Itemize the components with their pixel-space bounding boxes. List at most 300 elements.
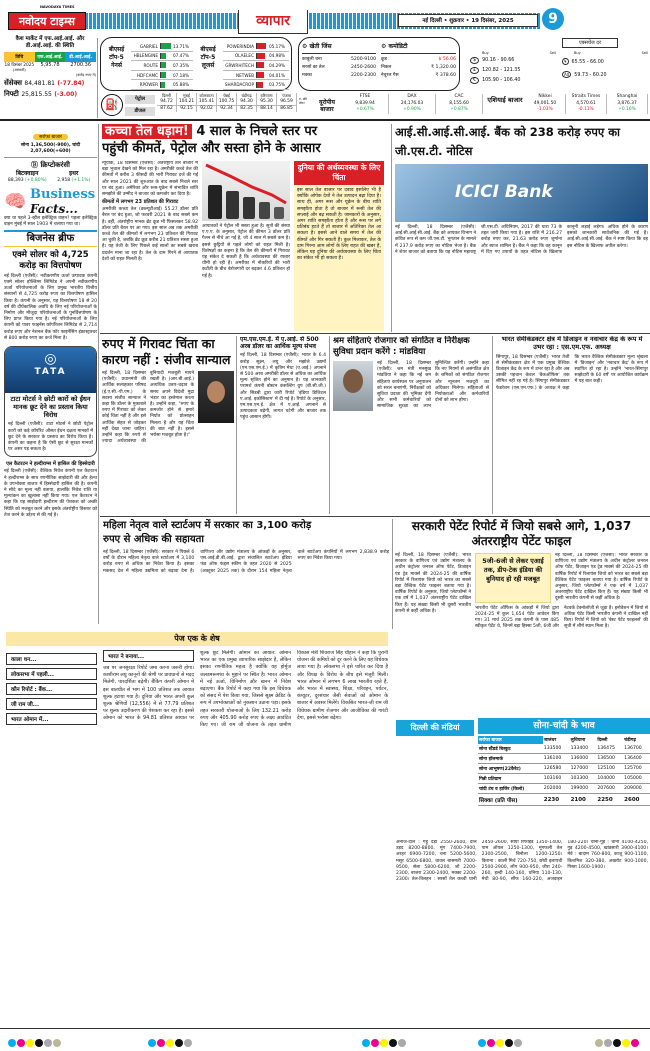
fuel-city bbox=[197, 93, 217, 112]
gold-table bbox=[478, 736, 650, 806]
shram-headline: श्रम संहिताएं रोजगार को संगठित व निरीक्षक सुविधा प्रदान करेंगे : मांडविया bbox=[333, 336, 470, 357]
eth-value: 2,958 bbox=[57, 178, 71, 183]
shram-story bbox=[333, 336, 489, 514]
bar-track bbox=[256, 53, 267, 59]
lead-headline bbox=[102, 123, 388, 157]
market-value: 24,176.03 bbox=[400, 100, 424, 106]
gold-cell: 2600 bbox=[624, 796, 640, 803]
gainers-row bbox=[131, 80, 193, 90]
fuel-city bbox=[177, 93, 197, 112]
sensex-label: सेंसेक्स bbox=[4, 79, 22, 87]
lead-box-text: इस साल तेल बाजार पर दबाव इसलिए भी है क्योंकि ओपेक देशों ने तेल उत्पादन बढ़ा दिया है। साथ ही, अगर रूस और यूक्रेन के बीच शांति समझौता होता है तो बाजार में रूसी तेल की सप्लाई और बढ़ सकती है। जानकारों के अनुसार, अगर शांति समझौता होता है और रूस पर लगे प्रतिबंध हटते हैं तो बाजार में अतिरिक्त तेल आ सकता है। इससे आने वाले समय में तेल की कीमतें और गिर सकती हैं। कुल मिलाकर, तेल के दाम गिरना आम लोगों के लिए राहत की खबर है, लेकिन यह दुनिया की अर्थव्यवस्था के लिए चिंता का संकेत भी हो सकता है। bbox=[297, 188, 381, 262]
lead-box-headline: दुनिया की अर्थव्यवस्था के लिए चिंता bbox=[294, 161, 384, 185]
petrol-price: 100.75 bbox=[218, 99, 235, 104]
market-name: Shanghai bbox=[616, 94, 638, 99]
stock-pct: 13.71% bbox=[173, 43, 189, 49]
stock-pct: 05.17% bbox=[269, 43, 285, 49]
commodity-panel bbox=[381, 42, 456, 80]
market-value: 49,001.50 bbox=[533, 100, 557, 106]
lead-headline-2: पहुंची कीमतें, पेट्रोल और सस्ता होने के आसार bbox=[102, 141, 321, 156]
bar-track bbox=[160, 62, 171, 68]
nifty-row bbox=[4, 89, 96, 100]
market-name: Straits Times bbox=[571, 94, 601, 99]
business-facts-title: Business bbox=[30, 187, 96, 202]
stock-pct: 05.88% bbox=[173, 82, 189, 88]
market-name: DAX bbox=[407, 94, 417, 99]
gold-row bbox=[478, 794, 650, 806]
market-change: +0.90% bbox=[403, 107, 421, 112]
section-title: व्यापार bbox=[238, 10, 308, 34]
diesel-price: 88.14 bbox=[257, 105, 276, 112]
market-name: Nikkei bbox=[538, 94, 552, 99]
commodity-value: $ 56.06 bbox=[438, 57, 456, 62]
crypto-label: क्रिप्टोकरंसी bbox=[40, 161, 70, 169]
rate-value: 59.73 - 60.20 bbox=[574, 73, 607, 78]
gold-cell: 2230 bbox=[543, 796, 560, 803]
icici-logo: ICICI Bank bbox=[455, 182, 553, 202]
losers-row bbox=[223, 80, 289, 90]
commodity-value: ₹ 1,320.00 bbox=[431, 65, 456, 70]
stock-name: OLAELEC bbox=[234, 53, 254, 59]
oil-barrels-chart-image bbox=[202, 161, 290, 221]
asia-markets bbox=[525, 94, 648, 114]
tata-image bbox=[5, 347, 96, 393]
kheti-value: 5200-9100 bbox=[350, 57, 376, 62]
diesel-price: 92.34 bbox=[217, 105, 236, 112]
btc-value: 88,393 bbox=[7, 178, 24, 183]
icici-story bbox=[395, 123, 648, 331]
fuel-note: रु. प्रति लीटर bbox=[299, 97, 307, 105]
gold-cell: 104000 bbox=[597, 776, 615, 781]
fuel-city bbox=[217, 93, 237, 112]
gold-cell: 105000 bbox=[624, 776, 642, 781]
gold-cell: 136700 bbox=[624, 746, 642, 751]
lead-text-2: अमरीकी कच्चा तेल (डब्ल्यूटीआई) 55.27 डॉलर प्रति बैरल पर बंद हुआ, जो फरवरी 2021 के बाद सबसे कम है। वहीं, अंतर्राष्ट्रीय मानक ब्रेंट क्रूड भी फिसलकर 58.92 डॉलर प्रति बैरल पर आ गया। इस साल अब तक अमरीकी कच्चे तेल की कीमतों में लगभग 23 प्रतिशत की गिरावट आ चुकी है, जबकि ब्रेंट क्रूड करीब 21 प्रतिशत सस्ता हुआ है। यह तेजी के लिए पिछले कई सालों का सबसे खराब प्रदर्शन माना जा रहा है। तेल के दाम गिरने से आयातक देशों को राहत मिलती है। bbox=[102, 207, 198, 262]
gold-row bbox=[478, 744, 650, 754]
gainers-row bbox=[131, 61, 193, 71]
tata-logo-icon: ◎ bbox=[44, 351, 57, 368]
exchange-panel bbox=[470, 51, 648, 86]
subhead-g-ram-g: जी राम जी... bbox=[6, 698, 97, 710]
gold-header: सर्राफा बाजार bbox=[478, 736, 543, 744]
semi-text: सिंगापुर, 18 दिसम्बर (एजैंसी): भारत तेजी से सेमीकंडक्टर क्षेत्र में एक प्रमुख वैश्विक डिजाइन केंद्र के रूप में उभर रहा है और अब उसकी पहचान केवल 'बैकऑफिस' तक सीमित नहीं रह गई है। सिंगापुर सेमीकंडक्टर फेडरेशन (एस.एम.एफ.) के अध्यक्ष ने कहा कि भारत वैश्विक सेमीकंडक्टर मूल्य श्रृंखला में 'डिजाइन' और 'नवाचार केंद्र' के रूप में स्थापित हो रहा है। उन्होंने 'भारत-सिंगापुर साझेदारी के 60 वर्ष' पर आयोजित कार्यक्रम में यह बात कही। bbox=[496, 354, 648, 391]
head-icon: 🧠 bbox=[4, 191, 27, 212]
kheti-value: 2200-2300 bbox=[350, 73, 376, 78]
city-name: कोलकाता bbox=[199, 93, 214, 98]
sensex-value: 84,481.81 bbox=[24, 80, 55, 87]
market-change: +0.87% bbox=[450, 107, 468, 112]
sanyal-photo bbox=[198, 371, 234, 423]
city-name: चेन्नई bbox=[223, 93, 230, 98]
icici-headline: आई.सी.आई.सी.आई. बैंक को 238 करोड़ रुपए का जी.एस.टी. नोटिस bbox=[395, 125, 621, 158]
gold-cell: 207600 bbox=[597, 786, 615, 791]
icici-image bbox=[395, 164, 648, 222]
mandaviya-photo bbox=[333, 361, 373, 411]
gold-cell: 126580 bbox=[543, 766, 562, 771]
gold-cell: 136400 bbox=[624, 756, 642, 761]
fuel-city bbox=[157, 93, 177, 112]
losers-row bbox=[223, 71, 289, 81]
bar-track bbox=[160, 72, 171, 78]
btc-label: बिटक्वाइन bbox=[16, 170, 39, 177]
gainers-row bbox=[131, 42, 193, 52]
rate-value: 65.55 - 66.00 bbox=[571, 60, 604, 65]
sensex-change: (-77.84) bbox=[57, 80, 85, 87]
stock-pct: 07.35% bbox=[173, 62, 189, 68]
gold-cell: सिक्का (प्रति पीस) bbox=[479, 797, 518, 804]
stock-bar bbox=[257, 43, 266, 49]
stock-bar bbox=[257, 53, 265, 59]
yen-icon: ¥ bbox=[564, 59, 567, 64]
subhead-loksabha: लोकसभा में पहली... bbox=[6, 668, 97, 680]
rate-value: 105.90 - 106.40 bbox=[482, 78, 521, 83]
euro-market bbox=[436, 94, 483, 114]
crypto-title bbox=[4, 160, 97, 170]
market-value: 9,839.94 bbox=[355, 100, 375, 106]
diesel-label: डीजल bbox=[125, 107, 155, 116]
gold-cell: 133500 bbox=[543, 746, 562, 751]
business-facts-subtitle: Facts... bbox=[30, 202, 78, 216]
kheti-item: मक्का bbox=[302, 73, 312, 78]
eth-label: इथर bbox=[69, 170, 79, 177]
lead-headline-1: 4 साल के निचले स्तर पर bbox=[196, 124, 318, 139]
kheti-title: खेती जिंस bbox=[309, 43, 332, 50]
patent-box: 5जी-6जी से लेकर एआई तक, डीप-टेक इंडिया की बुनियाद हो रही मजबूत bbox=[475, 553, 551, 603]
bar-track bbox=[256, 62, 267, 68]
aud-icon: A$ bbox=[564, 72, 570, 77]
sanyal-story bbox=[102, 336, 234, 514]
msme-headline: एम.एस.एम.ई. में ए.आई. से 500 अरब डॉलर का आर्थिक मूल्य संभव bbox=[240, 336, 319, 351]
commodity-item: नेचुरल गैस bbox=[381, 73, 399, 78]
market-name: CAC bbox=[454, 94, 464, 99]
gold-cell: 103160 bbox=[543, 776, 562, 781]
patent-text: नई दिल्ली, 18 दिसम्बर (एजैंसी): भारत सरकार के वाणिज्य एवं उद्योग मंत्रालय के अधीन कंट्रोलर जनरल ऑफ पेटेंट, डिजाइन एंड ट्रेड मार्क्स की 2024-25 की वार्षिक रिपोर्ट में रिलायंस जियो को भारत का सबसे बड़ा वैश्विक पेटेंट फाइलर बताया गया है। वार्षिक रिपोर्ट के अनुसार, जियो प्लेटफॉर्म्स ने एक वर्ष में 1,037 अंतरराष्ट्रीय पेटेंट दाखिल किए हैं। यह संख्या किसी भी दूसरी भारतीय कंपनी से कहीं अधिक है। bbox=[395, 553, 471, 614]
fuel-city bbox=[257, 93, 277, 112]
gold-cell: 202000 bbox=[543, 786, 562, 791]
stock-pct: 07.47% bbox=[173, 53, 189, 59]
diesel-price: 86.85 bbox=[277, 105, 296, 112]
gold-cell: 127000 bbox=[570, 766, 589, 771]
rate-value: 120.82 - 121.35 bbox=[482, 68, 521, 73]
cash-date-note: (अस्थायी) bbox=[12, 68, 26, 72]
stock-pct: 07.18% bbox=[173, 72, 189, 78]
commodity-value: ₹ 378.60 bbox=[435, 73, 456, 78]
women-startup-text: नई दिल्ली, 18 दिसम्बर (एजैंसी): सरकार ने पिछले 6 वर्षों के दौरान महिला नेतृत्व वाले स्टार्टअप में 3,100 करोड़ रुपए से अधिक का निवेश किया है। इसका मकसद देश में महिला उद्यमिता को बढ़ावा देना है। वाणिज्य और उद्योग मंत्रालय के आंकड़ों के अनुसार, एस.आई.डी.बी.आई. द्वारा संचालित स्टार्टअप इंडिया फंड ऑफ फंड्स स्कीम के तहत 2020 से 2025 (अक्टूबर 2025 तक) के दौरान 154 महिला नेतृत्व वाले स्टार्टअप कंपनियों में लगभग 2,838.9 करोड़ रुपए का निवेश किया गया। bbox=[103, 550, 389, 574]
market-change: +0.16% bbox=[618, 107, 636, 112]
bar-track bbox=[256, 72, 267, 78]
col-date: तिथि bbox=[4, 52, 35, 62]
business-facts-text: क्या था पहले 3-व्हील इलेक्ट्रिक वाहन? पहला इलेक्ट्रिक वाहन मुंबई में साल 1903 में चलाया गया था। bbox=[4, 216, 97, 228]
buy-label: Buy bbox=[574, 51, 581, 55]
icici-text: नई दिल्ली, 18 दिसम्बर (एजैंसी): आई.सी.आई.सी.आई. बैंक को आयकर विभाग ने कथित रूप से कम जी.एस.टी. भुगतान के मामले में 237.9 करोड़ रुपए का नोटिस भेजा है। बैंक ने शेयर बाजार को बताया कि यह नोटिस महाराष्ट्र जी.एस.टी. अधिनियम, 2017 की धारा 73 के तहत जारी किया गया है। इस राशि में 216.27 करोड़ रुपए कर, 21.63 करोड़ रुपए जुर्माना और ब्याज शामिल है। बैंक ने कहा कि वह कानून में दिए गए उपायों के तहत नोटिस के खिलाफ कानूनी लड़ाई लड़ेगा। अधिक होने के कारण इसको जानकारी सार्वजनिक की गई है। आई.सी.आई.सी.आई. बैंक ने स्पष्ट किया कि वह इस नोटिस के खिलाफ अपील करेगा। bbox=[395, 225, 648, 255]
stock-name: GABRIEL bbox=[139, 43, 158, 49]
page-number: 9 bbox=[542, 8, 564, 30]
crypto-values bbox=[4, 170, 97, 184]
col-fii: एफ.आई.आई. bbox=[35, 52, 66, 62]
gold-cell: 136100 bbox=[543, 756, 562, 761]
nifty-change: (-3.00) bbox=[54, 91, 78, 98]
patent-text-2: भारतीय पेटेंट ऑफिस के आंकड़ों में जियो द्वारा 2024-25 में कुल 1,654 पेटेंट आवेदन किए गए। 31 मार्च 2025 तक कंपनी के पास 485 स्वीकृत पेटेंट थे, जिनमें बड़ा हिस्सा 5जी, 6जी और नेटवर्क टेक्नोलॉजी से जुड़ा है। इनोवेशन में जियो से अधिक पेटेंट किसी भारतीय कंपनी ने दाखिल नहीं किए। रिपोर्ट में जियो को 'बेस्ट पेटेंट फाइलर्स' की सूची में शीर्ष स्थान मिला है। bbox=[475, 605, 648, 630]
city-name: चंडीगढ़ bbox=[241, 93, 252, 98]
gold-cell: गिन्नी प्रतिग्राम bbox=[479, 776, 502, 782]
bar-track bbox=[160, 82, 171, 88]
business-brief-title: बिजनेस ब्रीफ bbox=[26, 232, 75, 244]
lead-text: न्यूयॉर्क, 18 दिसम्बर (एजैंसी): अंतर्राष्ट्रीय तेल बाजार में बड़ा भूचाल देखने को मिल रहा है। अमरीकी कच्चे तेल की कीमतों में करीब 3 फीसदी की भारी गिरावट दर्ज की गई और साल 2021 की शुरुआत के बाद सबसे निचले स्तर पर बंद हुआ। अमेरिका और रूस-यूक्रेन में संभावित शांति समझौते की उम्मीद ने बाजार को कमजोर कर दिया है। bbox=[102, 161, 198, 198]
gold-row bbox=[478, 764, 650, 774]
lead-subhead: कीमतों में लगभग 23 प्रतिशत की गिरावट bbox=[102, 199, 179, 206]
lead-box bbox=[294, 161, 384, 331]
eco-text: नई दिल्ली (एजैंसी): वैश्विक निवेश कंपनी एल कैटरटन ने हल्दीराम्स के साथ रणनीतिक साझेदारी की और हेल्थ के उपभोक्ता बाजार में हिस्सेदारी हासिल की है। कंपनी ने सौदे का मूल्य नहीं बताया, हालांकि निवेश राशि या मूल्यांकन का खुलासा नहीं किया गया। एल कैटरटन ने कहा कि यह साझेदारी हल्दीराम की पेशकश को अच्छी स्थिति को मजबूत करने और इसके अंतर्राष्ट्रीय विस्तार को तेज करने के उद्देश्य से की गई है। bbox=[4, 469, 97, 518]
registration-marks bbox=[0, 1028, 650, 1042]
stock-name: POWERINDIA bbox=[226, 43, 254, 49]
msme-story bbox=[240, 336, 326, 514]
patent-text-3: नई दिल्ली, 18 दिसम्बर (एजैंसी): भारत सरकार के वाणिज्य एवं उद्योग मंत्रालय के अधीन कंट्रोलर जनरल ऑफ पेटेंट, डिजाइन एंड ट्रेड मार्क्स की 2024-25 की वार्षिक रिपोर्ट में रिलायंस जियो को भारत का सबसे बड़ा वैश्विक पेटेंट फाइलर बताया गया है। वार्षिक रिपोर्ट के अनुसार, जियो प्लेटफॉर्म्स ने एक वर्ष में 1,037 अंतरराष्ट्रीय पेटेंट दाखिल किए हैं। यह संख्या किसी भी दूसरी भारतीय कंपनी से कहीं अधिक है। bbox=[555, 553, 648, 602]
stock-bar bbox=[257, 72, 264, 78]
fii-value: 5,95.78 bbox=[40, 62, 60, 68]
sanyal-headline: रुपए में गिरावट चिंता का कारण नहीं : संजीव सान्याल bbox=[102, 336, 231, 367]
gainers-label: बीएसई टॉप-5 गेनर्स bbox=[108, 46, 125, 69]
bar-track bbox=[160, 43, 171, 49]
dollar-icon: $ bbox=[470, 57, 479, 64]
petrol-price: 104.21 bbox=[178, 99, 195, 104]
exchange-title: एक्सचेंज दर bbox=[562, 38, 618, 48]
market-change: -1.03% bbox=[537, 107, 553, 112]
stock-bar bbox=[161, 82, 165, 88]
gold-cell: 2250 bbox=[597, 796, 613, 803]
gold-panel bbox=[478, 718, 650, 806]
petrol-price: 94.30 bbox=[240, 99, 253, 104]
eth-change: (+1.1%) bbox=[71, 178, 91, 183]
oil-barrels-icon bbox=[202, 161, 290, 221]
brief1-headline: एक्मे सोलर को 4,725 करोड़ का वित्तपोषण bbox=[12, 250, 89, 271]
semi-headline: भारत सेमीकंडक्टर क्षेत्र में डिजाइन व नवाचार केंद्र के रूप में उभर रहा : एस.एम.एफ. अध्यक्ष bbox=[501, 336, 643, 351]
pound-icon: £ bbox=[470, 67, 479, 74]
stock-name: GRWRHITECH bbox=[225, 62, 254, 68]
stock-name: RPOWER bbox=[139, 82, 158, 88]
city-name: दिल्ली bbox=[162, 93, 171, 98]
top-divider bbox=[0, 119, 650, 121]
cash-date: 18 दिसंबर 2025 bbox=[4, 63, 35, 68]
gold-cell: सोना आभूषण(22कैरेट) bbox=[479, 766, 521, 772]
stock-bar bbox=[161, 43, 171, 49]
buy-label: Buy bbox=[482, 51, 489, 55]
dii-value: 2700.36 bbox=[70, 62, 92, 68]
gold-cell: 136000 bbox=[570, 756, 589, 761]
gainers-row bbox=[131, 52, 193, 62]
subhead-bank-report: कौन रिपोर्ट : बैंक... bbox=[6, 683, 97, 695]
euro-market bbox=[342, 94, 389, 114]
asia-market bbox=[607, 94, 648, 114]
sarafa-text: सोना 1,36,500(-900), चांदी 2,07,600(+600) bbox=[4, 142, 97, 158]
stock-name: ROUTE bbox=[143, 62, 158, 68]
lead-story bbox=[102, 123, 388, 331]
stock-pct: 04.98% bbox=[269, 53, 285, 59]
stock-pct: 04.01% bbox=[269, 72, 285, 78]
women-story bbox=[103, 519, 389, 629]
gold-cell: 209000 bbox=[624, 786, 642, 791]
asia-market bbox=[525, 94, 566, 114]
asia-market bbox=[566, 94, 607, 114]
gold-cell: 133400 bbox=[570, 746, 589, 751]
stock-name: HDFCAMC bbox=[136, 72, 158, 78]
gold-cell: सोना स्टैंडर्ड बिस्कुट bbox=[479, 746, 511, 752]
fuel-prices bbox=[157, 93, 297, 112]
stock-bar bbox=[161, 72, 166, 78]
kheti-panel bbox=[302, 42, 376, 80]
asia-label: एशियाई बाजार bbox=[487, 96, 523, 104]
eco-headline: एल कैटरटन ने हल्दीराम्स में हासिल की हिस्सेदारी bbox=[6, 461, 95, 468]
gainers-list bbox=[131, 42, 193, 90]
stock-pct: 04.29% bbox=[269, 62, 285, 68]
remainders-text: जब पर जनसुरक्षा रिपोर्ट जमा करना जरूरी होगा। काशीराम लघु कानूनों की श्रेणी पर प्रावधानों से मदद मिलेगी, पारदर्शिता बढ़ेगी। बैंकिंग कंपनी ओमान में इस बातचीत से भाग में 100 प्रतिशत तक आयात शुल्क हटाया गया है। दुनिया और भारत अपनी कुल शुल्क श्रेणियों (12,556) में से 77.79 प्रतिशत पर शुल्क उदारीकरण की पेशकश कर रहा है। इससे ओमान को भारत के 94.81 प्रतिशत आयात पर शुल्क छूट मिलेगी। ओमान का आयात: ओमान भारत का एक प्रमुख व्यापारिक साझेदार है, लेकिन इसका रणनीतिक महत्व है क्योंकि यह होर्मुज जलडमरूमध्य के मुहाने पर स्थित है। भारत ओमान में नई ऊर्जा, विनिर्माण और खनन में निवेश बढ़ाएगा। बैंक रिपोर्ट में कहा गया कि इस विधेयक को संसद में पेश किया गया, जिससे सूक्ष्म क्रेडिट के रूप में उपभोक्ताओं को नुकसान उठाना पड़ा। इसके तहत सरकारी योजनाओं के लिए 132.21 करोड़ रुपए और 405.90 करोड़ रुपए के लक्ष्य आवंटित किए गए। जी राम जी योजना के तहत ग्रामीण विकास मंत्री शिवराज सिंह चौहान ने कहा कि पुरानी योजना की कमियों को दूर करने के लिए यह विधेयक लाया गया है। लोकसभा ने इसे पारित कर दिया है और विपक्ष के विरोध के बीच इसे मंजूरी मिली। भारत ओमान में लगभग 6 लाख भारतीय रहते हैं, और भारत में स्वास्थ्य, शिक्षा, परिवहन, पर्यटन, कंप्यूटर, दूरसंचार जैसी सेवाओं को ओमान के बाजार में अवसर मिलेंगे। विकसित भारत-जी राम जी विधेयक ग्रामीण रोजगार और आजीविका की गारंटी देगा, इससे भरोसा बढ़ेगा। bbox=[103, 650, 388, 729]
market-value: 8,155.60 bbox=[449, 100, 469, 106]
mandi-text: अनाज-दाल : गेहूं दड़ा 2550-2600, दाल उड़द 8200-8800, मूंग 7400-7900, अरहर 6900-7200, चना 5200-5600, मसूर 6500-6800, चावल बासमती 7000-9500, सेला 5800-6200, जौ 2200-2300, बाजरा 2300-2400, मक्का 2200-2300। तेल-तिलहन : सरसों तेल कच्ची घानी 2450-2600, सोया रिफाइंड 1350-1400, पाम ऑयल 1250-1300, मूंगफली तेल 2300-2500, बिनौला 1200-1250। किराना : काली मिर्च 720-750, छोटी इलायची 2500-2900, लौंग 900-950, जीरा 240-260, हल्दी 140-160, धनिया 110-130, मेथी 80-90, सौंफ 160-220, अजवाइन 180-220। चीनी-गुड़ : चीनी 4100-4250, गुड़ 4200-4500, खांडसारी 3900-4100। मेवे : बादाम 760-800, काजू 900-1100, किशमिश 320-380, अखरोट 900-1000, पिस्ता 1600-1900। bbox=[396, 840, 648, 883]
patent-headline: सरकारी पेटेंट रिपोर्ट में जियो सबसे आगे, 1,037 अंतरराष्ट्रीय पेटेंट फाइल bbox=[411, 519, 632, 548]
gold-header: जालंधर bbox=[543, 738, 557, 743]
market-change: -0.11% bbox=[578, 107, 594, 112]
sarafa-label: सर्राफा बाजार bbox=[33, 134, 68, 140]
tata-logo: TATA bbox=[34, 367, 67, 378]
diesel-price: 82.35 bbox=[237, 105, 256, 112]
stock-bar bbox=[257, 62, 264, 68]
gold-cell: 136475 bbox=[597, 746, 615, 751]
person-icon bbox=[343, 369, 363, 393]
msme-text: नई दिल्ली, 18 दिसम्बर (एजैंसी): भारत के 6.4 करोड़ सूक्ष्म, लघु और मझोले उद्यमों (एम.एस.एम.ई.) में कृत्रिम मेधा (ए.आई.) अपनाने से 500 अरब अमरीकी डॉलर से अधिक का आर्थिक मूल्य सृजित होने का अनुमान है। यह जानकारी परामर्श कंपनी बोस्टन कंसल्टिंग ग्रुप (बी.सी.जी.) और सिडबी द्वारा जारी रिपोर्ट 'इंडिया डिजिटल ए.आई. इकोसिस्टम' में दी गई है। रिपोर्ट के अनुसार, एम.एस.एम.ई. क्षेत्र में ए.आई. अपनाने से उत्पादकता बढ़ेगी, लागत घटेगी और बाजार तक पहुंच आसान होगी। bbox=[240, 353, 326, 421]
petrol-price: 96.59 bbox=[280, 99, 293, 104]
btc-change: (+0.80%) bbox=[25, 178, 47, 183]
semi-story bbox=[496, 336, 648, 514]
gold-cell: 125700 bbox=[624, 766, 642, 771]
city-name: पंजाब bbox=[282, 93, 291, 98]
remainders-columns bbox=[6, 650, 388, 1026]
gold-cell: 136500 bbox=[597, 756, 615, 761]
gold-row bbox=[478, 774, 650, 784]
nifty-label: निफ्टी bbox=[4, 90, 19, 98]
petrol-price: 95.30 bbox=[260, 99, 273, 104]
mandi-title: दिल्ली की मंडियां bbox=[396, 720, 474, 736]
losers-list bbox=[223, 42, 289, 90]
wheat-icon: ⚙ bbox=[302, 43, 308, 50]
sell-label: Sell bbox=[641, 51, 648, 55]
women-startup-headline: महिला नेतृत्व वाले स्टार्टअप में सरकार का 3,100 करोड़ रुपए से अधिक की सहायता bbox=[103, 520, 312, 545]
gold-cell: 2100 bbox=[570, 796, 586, 803]
kheti-item: सरसों का तेल bbox=[302, 65, 325, 70]
stock-name: NETWEB bbox=[236, 72, 254, 78]
fuel-city bbox=[277, 93, 297, 112]
stock-name: SHARDACROP bbox=[224, 82, 254, 88]
remainders-band: पेज एक के शेष bbox=[6, 632, 388, 646]
gold-header: चंडीगढ़ bbox=[624, 738, 636, 743]
commodity-item: निकल bbox=[381, 65, 392, 70]
city-name: मुंबई bbox=[183, 93, 190, 98]
cash-market-panel bbox=[4, 36, 96, 100]
col-dii: डी.आई.आई. bbox=[65, 52, 96, 62]
losers-row bbox=[223, 52, 289, 62]
stock-pct: 03.75% bbox=[269, 82, 285, 88]
brand-small: NAVODAYA TIMES bbox=[40, 5, 75, 9]
fuel-pump-icon: ⛽ bbox=[101, 94, 123, 116]
petrol-label: पेट्रोल bbox=[125, 95, 155, 104]
fuel-city bbox=[237, 93, 257, 112]
diesel-price: 92.02 bbox=[197, 105, 216, 112]
gold-cell: 125100 bbox=[597, 766, 615, 771]
losers-row bbox=[223, 61, 289, 71]
person-icon bbox=[207, 381, 225, 403]
stock-bar bbox=[257, 82, 263, 88]
market-change: +0.67% bbox=[356, 107, 374, 112]
euro-markets bbox=[342, 94, 483, 114]
city-name: हरियाणा bbox=[260, 93, 273, 98]
brief1-text: नई दिल्ली (एजैंसी): नवीकरणीय ऊर्जा उत्पादक कंपनी एक्मे सोलर होल्डिंग्स लिमिटेड ने अपनी नवीकरणीय ऊर्जा परियोजनाओं के लिए प्रमुख भारतीय वित्तीय संस्थानों से 4,725 करोड़ रुपए का वित्तपोषण हासिल किया है। कंपनी के अनुसार, यह वित्तपोषण 18 से 20 वर्ष की दीर्घकालिक अवधि के लिए नई परियोजनाओं के निर्माण और मौजूदा परियोजनाओं के पुनर्वित्तपोषण के लिए प्राप्त किया गया है। नई परियोजनाओं के लिए कंपनी को पावर फाइनेंस कॉर्पोरेशन लिमिटेड से 2,714 करोड़ रुपए और नेशनल बैंक फॉर फाइनेंसिंग इंफ्रास्ट्रक्चर से 800 करोड़ रुपए का कर्ज मिला है। bbox=[4, 273, 97, 341]
diesel-price: 87.62 bbox=[157, 105, 176, 112]
subhead-bharat-banaya: भारत ने बनाया... bbox=[103, 650, 194, 662]
subhead-kala-dhan: काला धन... bbox=[6, 653, 97, 665]
stock-name: HBLENGINE bbox=[133, 53, 158, 59]
shram-text: नई दिल्ली, 18 दिसम्बर (एजैंसी): श्रम मंत्री मनसुख मांडविया ने कहा कि नई श्रम संहिताएं कार्यस्थल पर अनुपालन को सरल बनाएंगी, निरीक्षकों को सुविधा प्रदाता की भूमिका देंगी और सभी कर्मचारियों को सामाजिक सुरक्षा का लाभ सुनिश्चित करेंगी। उन्होंने कहा कि नए नियमों से असंगठित क्षेत्र के श्रमिकों को संगठित रोजगार और न्यूनतम मजदूरी का अधिकार मिलेगा। संहिताओं से नियोक्ताओं और कर्मचारियों दोनों को लाभ होगा। bbox=[377, 361, 489, 410]
nifty-value: 25,815.55 bbox=[21, 91, 52, 98]
bar-track bbox=[256, 43, 267, 49]
euro-label: यूरोपीय बाजार bbox=[319, 99, 335, 113]
losers-label: बीएसई टॉप-5 लूजर्स bbox=[200, 46, 216, 69]
gold-row bbox=[478, 784, 650, 794]
bar-track bbox=[256, 82, 267, 88]
sensex-row bbox=[4, 78, 96, 89]
diesel-price: 92.15 bbox=[177, 105, 196, 112]
bar-track bbox=[160, 53, 171, 59]
gold-row bbox=[478, 754, 650, 764]
commodity-icon: ⚙ bbox=[381, 43, 387, 50]
tata-box bbox=[4, 346, 97, 457]
subhead-bharat-oman: भारत ओमान में... bbox=[6, 713, 97, 725]
masthead-date: नई दिल्ली • शुक्रवार • 19 दिसंबर, 2025 bbox=[398, 14, 538, 27]
gold-cell: 199000 bbox=[570, 786, 589, 791]
market-value: 3,876.37 bbox=[617, 100, 637, 106]
bitcoin-icon: Ⓑ bbox=[31, 161, 39, 169]
gold-cell: चांदी टंच व हाजिर (किलो) bbox=[479, 786, 525, 792]
losers-row bbox=[223, 42, 289, 52]
lead-kicker: कच्चा तेल धड़ाम! bbox=[102, 124, 192, 139]
unit-note: (करोड़ रुपए में) bbox=[76, 73, 96, 77]
commodity-item: क्रूड bbox=[381, 57, 387, 62]
lead-text-3: आयातकों ने पेट्रोल भी सस्ता हुआ है। सूत्रों की संस्था ए.ए.ए. के अनुसार, पेट्रोल की कीमत 3 डॉलर प्रति गैलन से नीचे आ गई है, जो 4 साल में सबसे कम है। इससे छुट्टियों से पहले लोगों को राहत मिली है। विशेषज्ञों का कहना है कि तेल की कीमतों में गिरावट यह संकेत दे सकती है कि अर्थव्यवस्था की रफ्तार धीमी हो रही है। अमरीका में नौकरियों की भारी कटौती के बीच बेरोजगारी दर बढ़कर 4.6 प्रतिशत हो गई है। bbox=[202, 224, 290, 279]
stock-bar bbox=[161, 62, 166, 68]
stock-bar bbox=[161, 53, 166, 59]
petrol-price: 105.41 bbox=[198, 99, 215, 104]
gold-title: सोना-चांदी के भाव bbox=[478, 718, 650, 734]
kheti-item: काबुली चना bbox=[302, 57, 322, 62]
gold-header: दिल्ली bbox=[597, 738, 608, 743]
sell-label: Sell bbox=[549, 51, 556, 55]
gold-cell: सोना हॉलमार्क bbox=[479, 756, 503, 762]
patent-story bbox=[395, 519, 648, 715]
euro-market bbox=[389, 94, 436, 114]
tata-headline: टाटा मोटर्स ने छोटी कारों को ईंधन मानक छूट देने का प्रस्ताव किया विरोध bbox=[10, 395, 91, 419]
gold-header: लुधियाना bbox=[570, 738, 586, 743]
gainers-row bbox=[131, 71, 193, 81]
market-value: 4,570.61 bbox=[576, 100, 596, 106]
gold-cell: 103300 bbox=[570, 776, 589, 781]
commodity-title: कमोडिटी bbox=[388, 43, 408, 50]
market-name: FTSE bbox=[359, 94, 371, 99]
rate-value: 90.16 - 90.66 bbox=[482, 58, 515, 63]
euro-icon: € bbox=[470, 77, 479, 84]
cash-market-title: कैश मार्केट में एफ.आई.आई. और डी.आई.आई. की स्थिति bbox=[15, 36, 85, 49]
sanyal-text: नई दिल्ली, 18 दिसम्बर (एजैंसी): प्रधानमंत्री की आर्थिक सलाहकार परिषद (ई.ए.सी.-पी.एम.) के सदस्य संजीव सान्याल ने कहा कि डॉलर के मुकाबले रुपए में गिरावट को लेकर कोई चिंता नहीं है और इसे आर्थिक सेहत से जोड़कर नहीं देखा जाना चाहिए। उन्होंने कहा कि रुपये से ज्यादा अर्थव्यवस्था की बुनियादी मजबूती मायने रखती है। (आर.बी.आई.) अत्यधिक उतार-चढ़ाव के समय अपने विदेशी मुद्रा भंडार का इस्तेमाल करता है। उन्होंने कहा, "रुपए के कमजोर होने से हमारे निर्यात को प्रोत्साहन मिलता है और यह चिंता की बात नहीं है। इससे भरोसा मजबूत होता है।" bbox=[102, 371, 194, 445]
petrol-price: 94.72 bbox=[160, 99, 173, 104]
masthead-logo: नवोदय टाइम्स bbox=[8, 12, 86, 30]
gold-header-row bbox=[478, 736, 650, 744]
kheti-value: 2450-2600 bbox=[350, 65, 376, 70]
